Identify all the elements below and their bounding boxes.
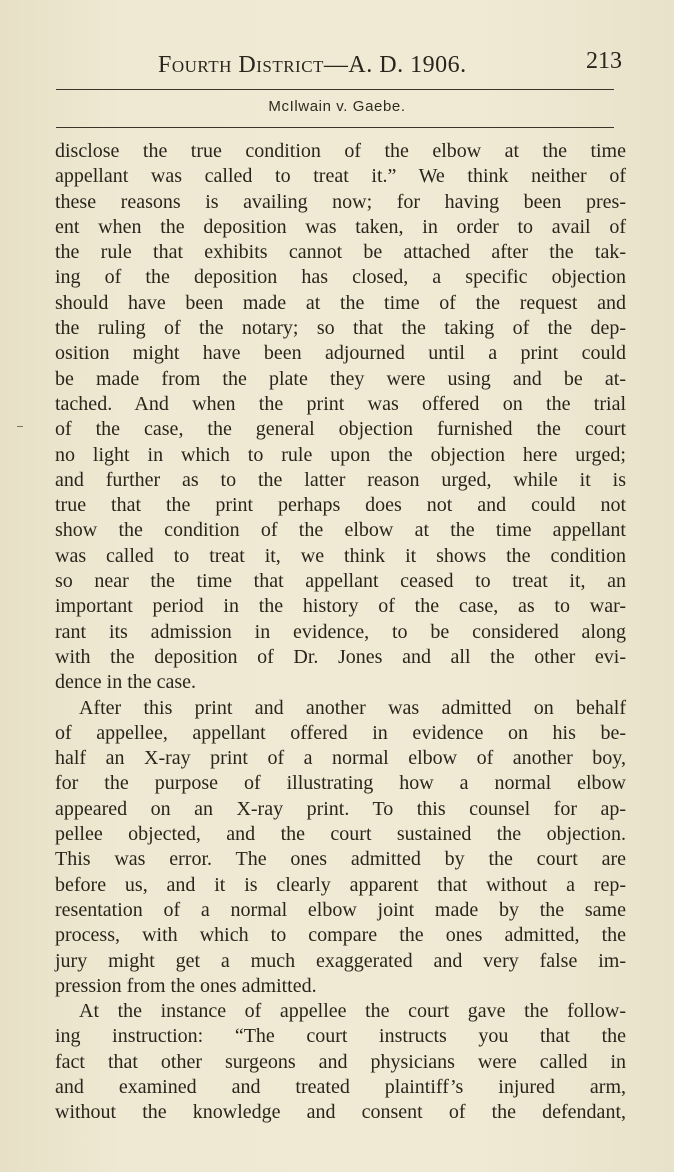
text-line: of the case, the general objection furnished the court	[55, 418, 626, 441]
text-line: process, with which to compare the ones admitted, the	[55, 924, 626, 947]
margin-mark	[17, 426, 23, 427]
text-line: disclose the true condition of the elbow at the time	[55, 140, 626, 162]
case-caption: McIlwain v. Gaebe.	[268, 98, 406, 115]
text-line: be made from the plate they were using and be at-	[55, 367, 626, 390]
text-line: pellee objected, and the court sustained the objection.	[55, 823, 626, 846]
text-line: important period in the history of the case, as to war-	[55, 595, 626, 618]
text-line: these reasons is availing now; for having been pres-	[55, 190, 626, 213]
text-line: so near the time that appellant ceased to treat it, an	[55, 570, 626, 593]
text-line: half an X-ray print of a normal elbow of another boy,	[55, 747, 626, 770]
running-head	[60, 48, 622, 82]
text-line: no light in which to rule upon the objection here urged;	[55, 443, 626, 466]
text-line: for the purpose of illustrating how a normal elbow	[55, 772, 626, 795]
text-line: the rule that exhibits cannot be attached after the tak-	[55, 241, 626, 264]
text-line: appellant was called to treat it.” We think neither of	[55, 165, 626, 188]
text-line: show the condition of the elbow at the time appellant	[55, 519, 626, 542]
text-line: fact that other surgeons and physicians were called in	[55, 1050, 626, 1073]
text-line: the ruling of the notary; so that the taking of the dep-	[55, 317, 626, 340]
text-line: without the knowledge and consent of the defendant,	[55, 1101, 626, 1124]
text-line: osition might have been adjourned until a print could	[55, 342, 626, 365]
text-line: was called to treat it, we think it shows the condition	[55, 544, 626, 567]
text-line: rant its admission in evidence, to be considered along	[55, 620, 626, 643]
header-rule-top	[56, 89, 614, 90]
text-line: of appellee, appellant offered in evidence on his be-	[55, 721, 626, 744]
text-line: ing instruction: “The court instructs you that the	[55, 1025, 626, 1048]
text-line: resentation of a normal elbow joint made by the same	[55, 898, 626, 921]
text-line: appeared on an X-ray print. To this counsel for ap-	[55, 797, 626, 820]
text-line: with the deposition of Dr. Jones and all the other evi-	[55, 645, 626, 668]
header-rule-bottom	[56, 127, 614, 128]
text-line: and examined and treated plaintiff’s injured arm,	[55, 1075, 626, 1098]
text-line: before us, and it is clearly apparent that without a rep-	[55, 873, 626, 896]
text-line: jury might get a much exaggerated and very false im-	[55, 949, 626, 972]
text-line: true that the print perhaps does not and could not	[55, 494, 626, 517]
body-text	[55, 139, 626, 1126]
text-line: ing of the deposition has closed, a specific objection	[55, 266, 626, 289]
paragraph-end-line: pression from the ones admitted.	[55, 974, 317, 997]
text-line: should have been made at the time of the request and	[55, 291, 626, 314]
text-line: tached. And when the print was offered on the trial	[55, 392, 626, 415]
text-line: ent when the deposition was taken, in order to avail of	[55, 215, 626, 238]
page-number: 213	[586, 48, 622, 74]
paragraph-start-line: At the instance of appellee the court gave the follow-	[79, 1000, 626, 1023]
paragraph-start-line: After this print and another was admitted on behalf	[79, 696, 626, 719]
paragraph-end-line: dence in the case.	[55, 671, 197, 694]
text-line: and further as to the latter reason urged, while it is	[55, 468, 626, 491]
text-line: This was error. The ones admitted by the court are	[55, 848, 626, 871]
running-head-title: Fourth District—A. D. 1906.	[158, 52, 467, 78]
